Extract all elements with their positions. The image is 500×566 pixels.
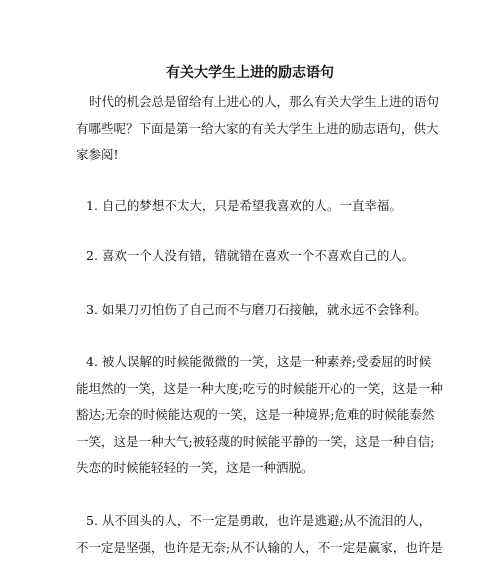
paragraph-line: 不一定是坚强，也许是无奈;从不认输的人，不一定是赢家，也许是 bbox=[76, 539, 443, 555]
quote-item-3 bbox=[76, 297, 436, 324]
quote-item-5 bbox=[76, 508, 443, 561]
paragraph-line: 失恋的时候能轻轻的一笑，这是一种洒脱。 bbox=[76, 460, 314, 475]
paragraph-line: 1. 自己的梦想不太大，只是希望我喜欢的人。一直幸福。 bbox=[86, 198, 402, 213]
paragraph-line: 2. 喜欢一个人没有错，错就错在喜欢一个不喜欢自己的人。 bbox=[86, 248, 415, 263]
paragraph-line: 3. 如果刀刃怕伤了自己而不与磨刀石接触，就永远不会锋利。 bbox=[86, 302, 427, 317]
paragraph-line: 有哪些呢？下面是第一给大家的有关大学生上进的励志语句，供大 bbox=[76, 120, 439, 136]
paragraph-line: 豁达;无奈的时候能达观的一笑，这是一种境界;危难的时候能泰然 bbox=[76, 407, 435, 422]
paragraph-line: 能坦然的一笑，这是一种大度;吃亏的时候能开心的一笑，这是一种 bbox=[76, 380, 443, 396]
paragraph-line: 5. 从不回头的人，不一定是勇敢，也许是逃避;从不流泪的人， bbox=[86, 513, 432, 528]
paragraph-line: 4. 被人误解的时候能微微的一笑，这是一种素养;受委屈的时候 bbox=[86, 354, 432, 369]
quote-item-1 bbox=[76, 193, 436, 220]
quote-item-2 bbox=[76, 243, 436, 270]
paragraph-line: 时代的机会总是留给有上进心的人，那么有关大学生上进的语句 bbox=[89, 94, 440, 109]
intro-paragraph bbox=[76, 89, 440, 169]
document-title: 有关大学生上进的励志语句 bbox=[166, 65, 334, 81]
paragraph-line: 一笑，这是一种大气;被轻蔑的时候能平静的一笑，这是一种自信; bbox=[76, 433, 435, 449]
paragraph-line: 家参阅! bbox=[76, 147, 119, 162]
quote-item-4 bbox=[76, 349, 443, 482]
